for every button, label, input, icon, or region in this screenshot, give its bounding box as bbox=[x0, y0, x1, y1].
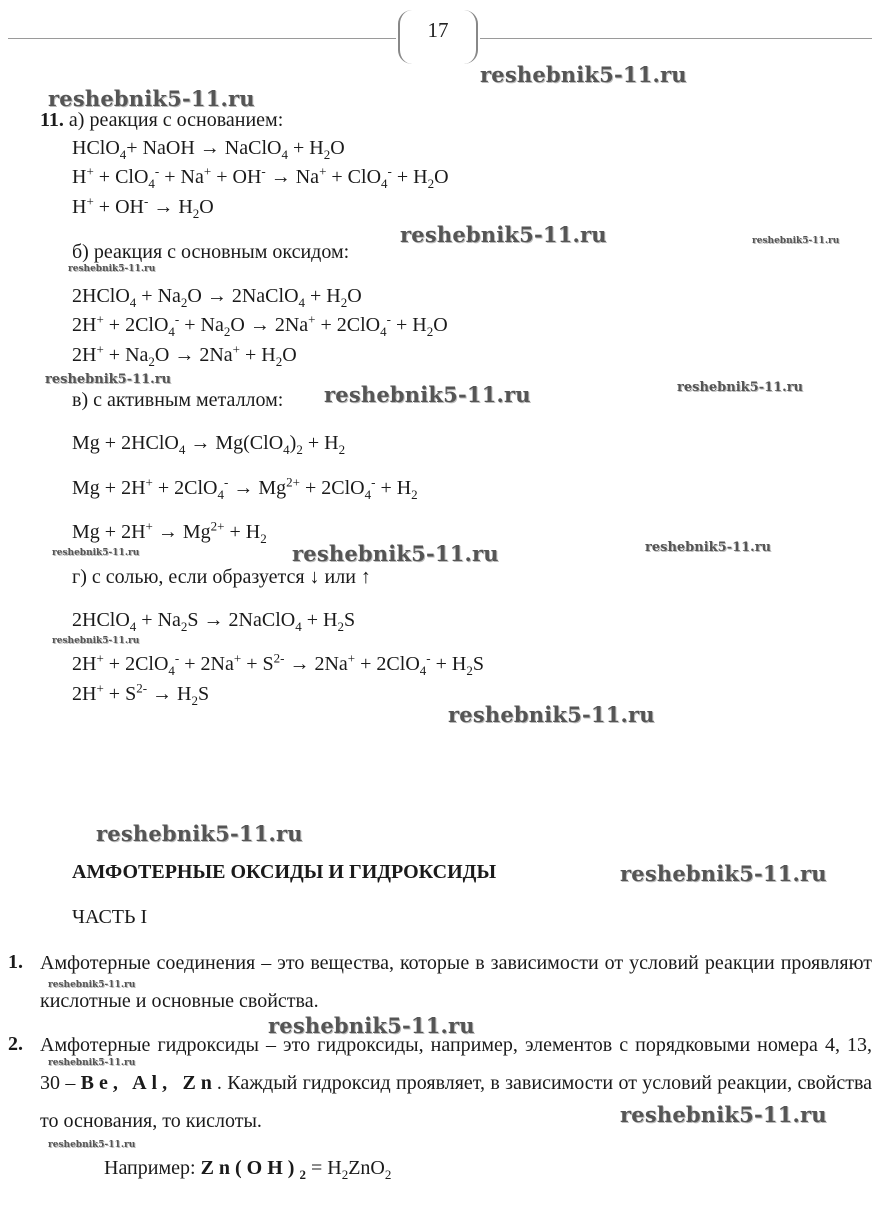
watermark: reshebnik5-11.ru bbox=[677, 380, 804, 395]
header-rule-left bbox=[8, 38, 396, 39]
watermark: reshebnik5-11.ru bbox=[480, 62, 687, 87]
watermark: reshebnik5-11.ru bbox=[48, 980, 136, 990]
item1-text: Амфотерные соединения – это вещества, которые в зависимости от условий реакции проявляют кислотные и основные свойства. bbox=[40, 952, 872, 1012]
watermark: reshebnik5-11.ru bbox=[448, 702, 655, 727]
item2-text: Амфотерные гидроксиды – это гидроксиды, например, элементов с порядковыми номера 4, 13, 30 – Be, Al, Zn. Каждый гидроксид проявляет, в зависимости от условий реакции, свойства то основания, то кислоты. bbox=[40, 1034, 873, 1132]
example-formula: Zn(OH) bbox=[200, 1157, 300, 1179]
watermark: reshebnik5-11.ru bbox=[292, 541, 499, 566]
watermark: reshebnik5-11.ru bbox=[620, 861, 827, 886]
watermark: reshebnik5-11.ru bbox=[48, 1058, 136, 1068]
element-symbols: Be, Al, Zn bbox=[80, 1072, 217, 1094]
watermark: reshebnik5-11.ru bbox=[324, 382, 531, 407]
watermark: reshebnik5-11.ru bbox=[645, 540, 772, 555]
watermark: reshebnik5-11.ru bbox=[52, 636, 140, 646]
equation-c1: Mg + 2HClO$_4$ → $Mg(ClO_4)_2 + H_2$ bbox=[72, 432, 346, 457]
equation-c2: $Mg + 2H^+ + 2ClO_4^- \to Mg^{2+} + 2ClO_4^- + H_2$ bbox=[72, 474, 418, 502]
watermark: reshebnik5-11.ru bbox=[400, 222, 607, 247]
subtask-c-label: в) с активным металлом: bbox=[72, 389, 284, 411]
watermark: reshebnik5-11.ru bbox=[48, 1140, 136, 1150]
equation-d2: $2H^+ + 2ClO_4^- + 2Na^+ + S^{2-} \to 2Na^+ + 2ClO_4^- + H_2S$ bbox=[72, 650, 484, 678]
equation-a3: $H^+ + OH^- \to H_2O$ bbox=[72, 193, 214, 221]
watermark: reshebnik5-11.ru bbox=[620, 1102, 827, 1127]
watermark: reshebnik5-11.ru bbox=[68, 264, 156, 274]
section-part: ЧАСТЬ I bbox=[72, 906, 148, 928]
item1-number: 1. bbox=[8, 951, 23, 973]
example-label: Например: bbox=[104, 1157, 201, 1179]
equation-d3: $2H^+ + S^{2-} \to H_2S$ bbox=[72, 680, 210, 708]
equation-c3: $Mg + 2H^+ \to Mg^{2+} + H_2$ bbox=[72, 518, 267, 546]
watermark: reshebnik5-11.ru bbox=[48, 86, 255, 111]
watermark: reshebnik5-11.ru bbox=[268, 1013, 475, 1038]
watermark: reshebnik5-11.ru bbox=[45, 372, 172, 387]
equation-a2: $H^+ + ClO_4^- + Na^+ + OH^- \to Na^+ + ClO_4^- + H_2O$ bbox=[72, 163, 449, 191]
example-line: Например: $Zn(OH)_2 = H_2ZnO_2$ bbox=[104, 1157, 392, 1182]
header-rule-right bbox=[480, 38, 872, 39]
section-title: АМФОТЕРНЫЕ ОКСИДЫ И ГИДРОКСИДЫ bbox=[72, 861, 497, 883]
watermark: reshebnik5-11.ru bbox=[96, 821, 303, 846]
watermark: reshebnik5-11.ru bbox=[52, 548, 140, 558]
item2-number: 2. bbox=[8, 1033, 23, 1055]
watermark: reshebnik5-11.ru bbox=[752, 236, 840, 246]
page-number: 17 bbox=[427, 18, 449, 42]
task11-header bbox=[40, 108, 283, 132]
equation-a1: HClO$_4$+ NaOH → NaClO$_4$ + $H_2O$ bbox=[72, 137, 345, 162]
subtask-a-label: а) реакция с основанием: bbox=[68, 109, 284, 131]
equation-b3: $2H^+ + Na_2O \to 2Na^+ + H_2O$ bbox=[72, 341, 297, 369]
subtask-d-label: г) с солью, если образуется ↓ или ↑ bbox=[72, 566, 371, 588]
subtask-b-label: б) реакция с основным оксидом: bbox=[72, 241, 350, 263]
equation-b2: $2H^+ + 2ClO_4^- + Na_2O \to 2Na^+ + 2ClO_4^- + H_2O$ bbox=[72, 311, 448, 339]
task-number: 11. bbox=[40, 109, 64, 131]
equation-d1: 2HClO$_4$ + $Na_2S$ → 2NaClO$_4$ + $H_2S$ bbox=[72, 609, 356, 634]
equation-b1: 2HClO$_4$ + $Na_2O$ → 2NaClO$_4$ + $H_2O$ bbox=[72, 285, 362, 310]
